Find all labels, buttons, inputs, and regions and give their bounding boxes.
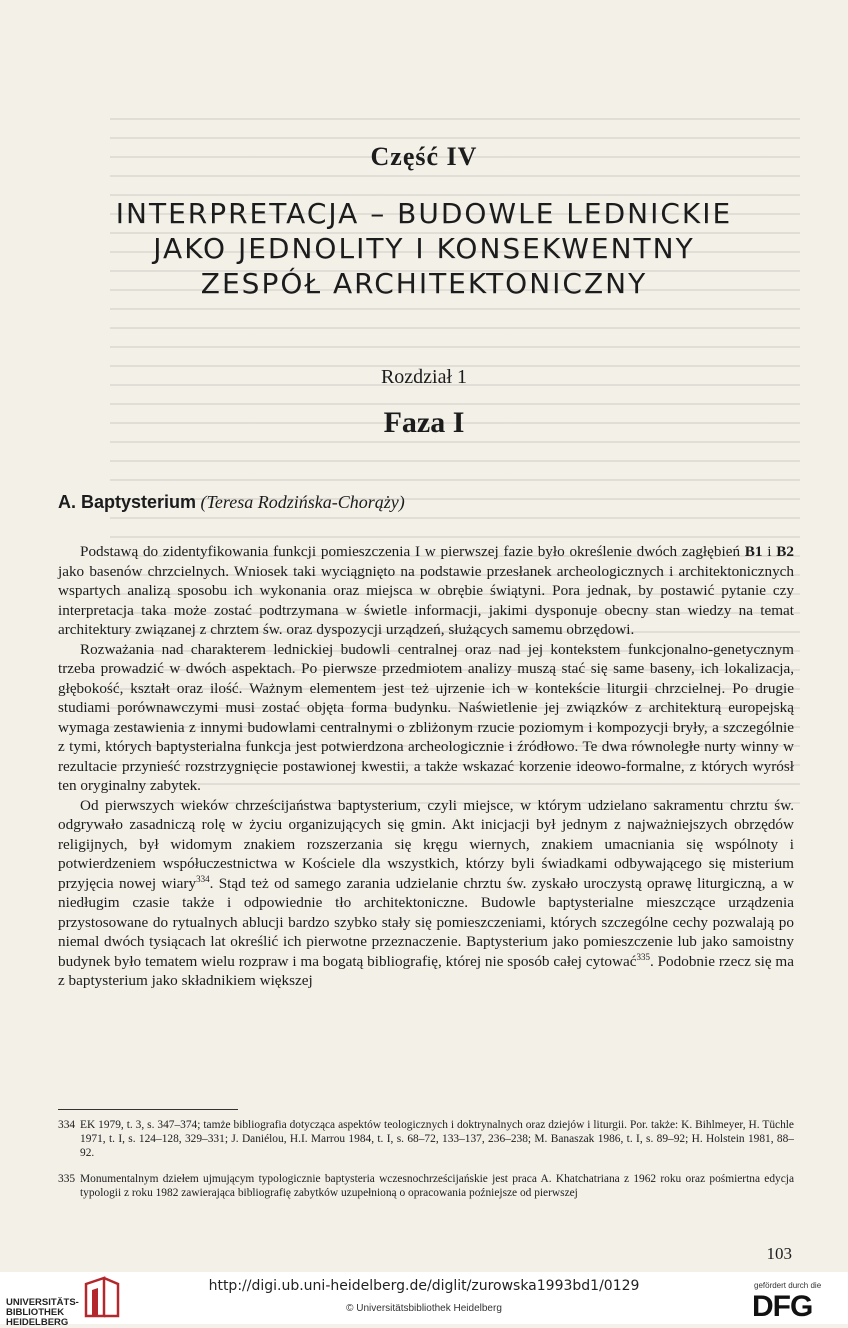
dfg-logo[interactable]: DFG	[752, 1290, 813, 1323]
body-text	[58, 542, 794, 991]
paragraph: Podstawą do zidentyfikowania funkcji pomieszczenia I w pierwszej fazie było określenie dwóch zagłębień B1 i B2 jako basenów chrzcielnych. Wniosek taki wyciągnięto na podstawie przesłanek archeologicznych i architektonicznych wspartych analizą sposobu ich wykonania oraz miejsca w obrębie świątyni. Pora jednak, by postawić pytanie czy interpretacja taka może zostać podtrzymana w świetle informacji, jakimi dysponuje obecny stan wiedzy na temat architektury związanej z chrztem św. oraz dyspozycji urządzeń, służących samemu obrzędowi.	[58, 543, 794, 638]
footnote-number: 334	[58, 1119, 76, 1131]
footnote-text: EK 1979, t. 3, s. 347–374; tamże bibliografia dotycząca aspektów teologicznych i doktrynalnych oraz dziejów i liturgii. Por. także: K. Bihlmeyer, H. Tüchle 1971, t. I, s. 124–128, 329–331; J. Daniélou, H.I. Marrou 1984, t. I, s. 68–72, 133–137, 236–238; M. Banaszak 1986, t. I, s. 89–92; H. Holstein 1981, 88–92.	[80, 1119, 794, 1159]
permalink-url[interactable]: http://digi.ub.uni-heidelberg.de/diglit/zurowska1993bd1/0129	[208, 1278, 640, 1294]
footnote	[58, 1118, 794, 1160]
footnote-ref[interactable]: 334	[196, 873, 210, 884]
section-heading	[58, 492, 405, 513]
section-title: A. Baptysterium	[58, 492, 197, 512]
chapter-label: Rozdział 1	[380, 366, 468, 388]
title-line: INTERPRETACJA – BUDOWLE LEDNICKIE	[115, 197, 733, 230]
footnote	[58, 1172, 794, 1200]
part-label: Część IV	[370, 142, 478, 171]
paragraph: Rozważania nad charakterem lednickiej budowli centralnej oraz nad jej kontekstem funkcjonalno-genetycznym trzeba prowadzić w dwóch aspektach. Po pierwsze przedmiotem analizy muszą stać się same baseny, ich lokalizacja, głębokość, kształt oraz ilość. Ważnym elementem jest też ujrzenie ich w kontekście liturgii chrzcielnej. Po drugie studiami porównawczymi musi zostać objęta forma budynku. Naświetlenie jej związków z architekturą europejską wymaga zestawienia z innymi budowlami centralnymi o zbliżonym rzucie poziomym i kompozycji bryły, a szczególnie z tymi, których baptysterialna funkcja jest potwierdzona archeologicznie i źródłowo. Te dwa równoległe nurty winny w rezultacie przynieść rozstrzygnięcie postawionej kwestii, a także wskazać korzenie ideowo-formalne, z których wyrósł ten oryginalny zabytek.	[58, 640, 794, 794]
footnote-ref[interactable]: 335	[636, 951, 650, 962]
footnote-divider	[58, 1109, 238, 1110]
footnote-text: Monumentalnym dziełem ujmującym typologicznie baptysteria wczesnochrześcijańskie jest praca A. Khatchatriana z 1962 roku oraz pośmiertna edycja typologii z roku 1982 zawierająca bibliografię zabytków uzupełnioną o opracowania poźniejsze od pierwszej	[80, 1173, 794, 1199]
title-line: ZESPÓŁ ARCHITEKTONICZNY	[200, 267, 648, 300]
phase-heading: Faza I	[383, 406, 465, 439]
page-number: 103	[766, 1244, 792, 1263]
funding-label: gefördert durch die	[754, 1281, 822, 1290]
section-author: (Teresa Rodzińska-Chorąży)	[200, 492, 405, 512]
footnote-number: 335	[58, 1173, 76, 1185]
title-line: JAKO JEDNOLITY I KONSEKWENTNY	[153, 232, 695, 265]
paragraph: Od pierwszych wieków chrześcijaństwa baptysterium, czyli miejsce, w którym udzielano sakramentu chrztu św. odgrywało zasadniczą rolę w życiu organizujących się gmin. Akt inicjacji był jednym z najważniejszych obrzędów religijnych, był widomym znakiem rozszerzania się kręgu wiernych, znakiem umacniania się wspólnoty i potwierdzeniem współuczestnictwa w Kościele dla wszystkich, którzy byli świadkami odbywającego się misterium przyjęcia nowej wiary$^{334}$. Stąd też od samego zarania udzielanie chrztu św. zyskało uroczystą oprawę liturgiczną, a w niedługim czasie także i odpowiednie tło architektoniczne. Budowle baptysterialne mieszczące urządzenia przystosowane do rytualnych ablucji bardzo szybko stały się pomieszczeniami, których szczególne cechy pozwalają po niemal dwóch tysiącach lat określić ich pierwotne przeznaczenie. Baptysterium jako pomieszczenie lub jako samoistny budynek było tematem wielu rozpraw i ma bogatą bibliografię, której nie sposób całej cytować$^{335}$. Podobnie rzecz się ma z baptysterium jako składnikiem większej	[58, 796, 794, 989]
part-title	[0, 196, 848, 301]
library-logo-text[interactable]: UNIVERSITÄTS- BIBLIOTHEK HEIDELBERG	[6, 1297, 79, 1328]
copyright-notice: © Universitätsbibliothek Heidelberg	[346, 1303, 502, 1314]
